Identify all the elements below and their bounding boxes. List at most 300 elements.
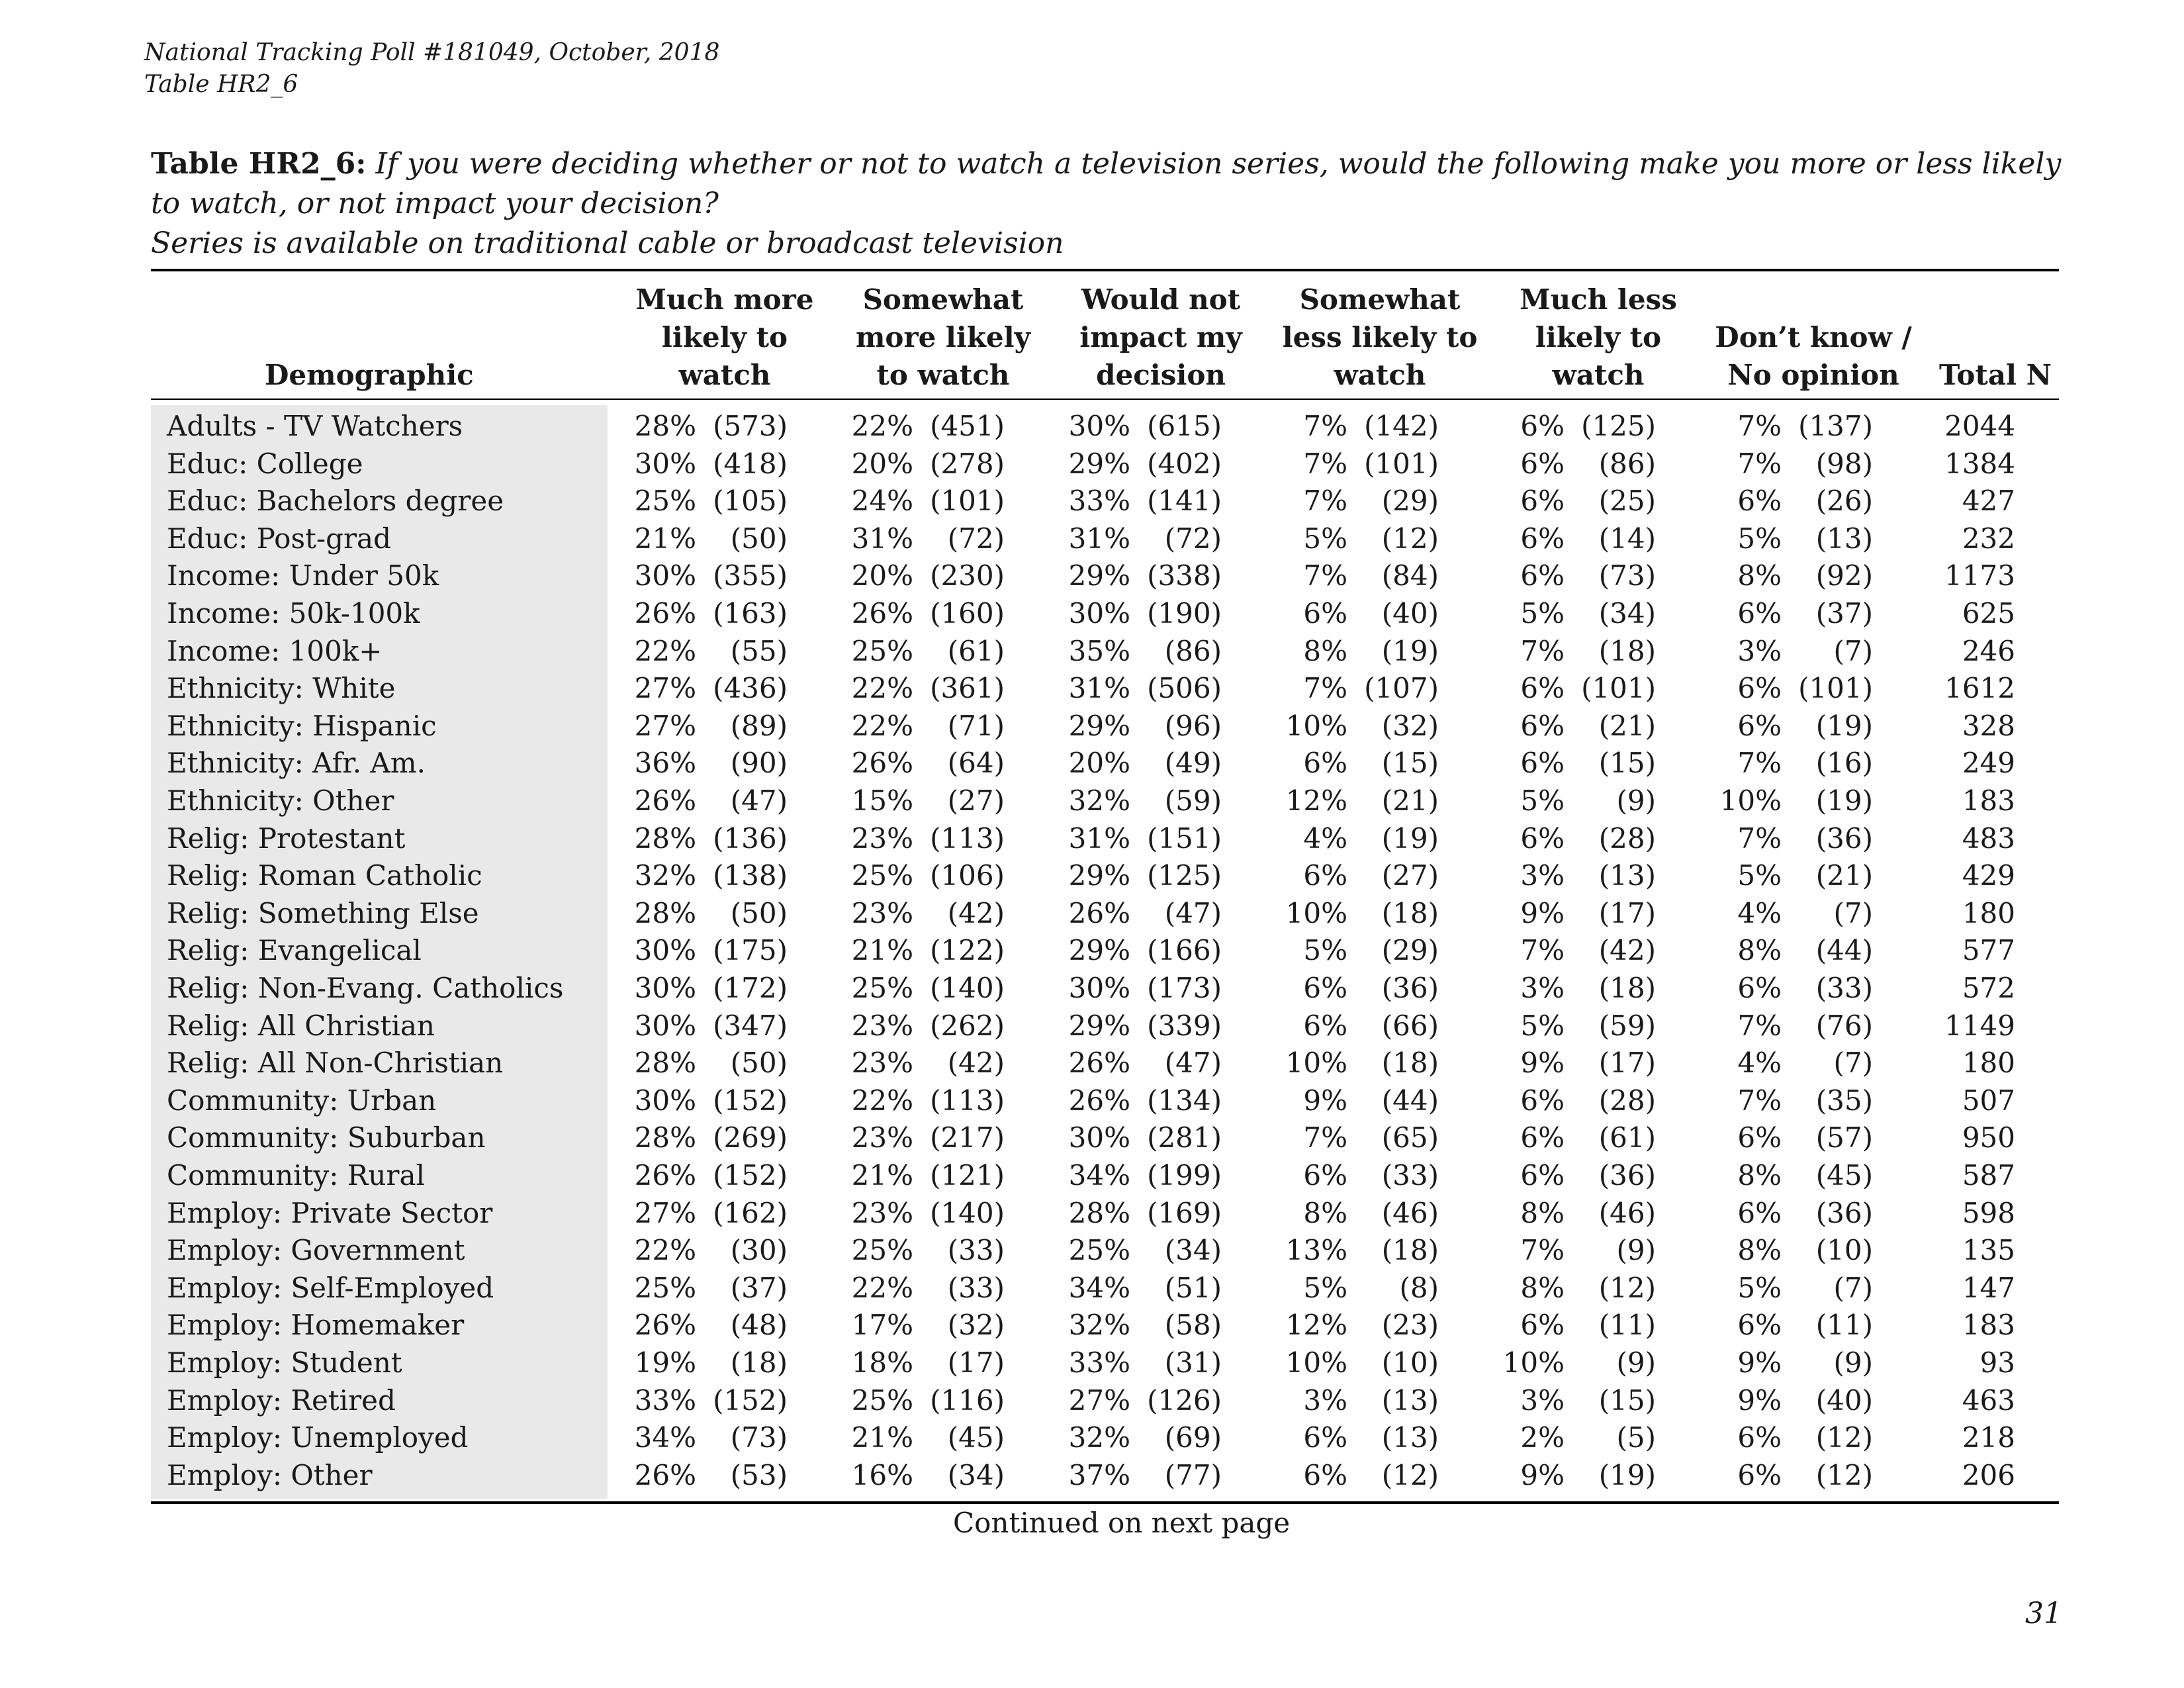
- row-label: Educ: College: [167, 447, 363, 480]
- cell-total: 625: [1962, 597, 2015, 630]
- cell-percent: 28%: [634, 410, 696, 442]
- cell-total: 577: [1962, 934, 2015, 967]
- cell-count: (16): [1815, 747, 1873, 780]
- cell-percent: 6%: [1520, 747, 1565, 780]
- cell-percent: 28%: [634, 821, 696, 855]
- cell-percent: 22%: [634, 634, 696, 667]
- cell-percent: 33%: [1068, 1346, 1130, 1379]
- cell-count: (96): [1164, 709, 1222, 742]
- cell-percent: 30%: [634, 934, 696, 967]
- cell-percent: 6%: [1737, 1309, 1782, 1342]
- cell-count: (506): [1147, 672, 1222, 705]
- row-label: Employ: Student: [167, 1346, 402, 1379]
- cell-percent: 5%: [1520, 1009, 1565, 1042]
- cell-percent: 10%: [1285, 1346, 1347, 1379]
- cell-count: (116): [930, 1383, 1005, 1417]
- cell-total: 218: [1962, 1421, 2015, 1454]
- table-row: [0, 1007, 2184, 1045]
- cell-count: (61): [947, 634, 1005, 667]
- row-label: Employ: Government: [167, 1234, 465, 1267]
- cell-percent: 26%: [851, 747, 913, 780]
- cell-count: (19): [1815, 784, 1873, 817]
- cell-count: (269): [713, 1121, 788, 1154]
- header-much-more: [619, 281, 831, 394]
- cell-count: (28): [1598, 1084, 1656, 1117]
- table-row: [0, 594, 2184, 632]
- cell-count: (122): [930, 934, 1005, 967]
- cell-percent: 30%: [634, 972, 696, 1004]
- table-row: [0, 445, 2184, 483]
- cell-percent: 28%: [634, 896, 696, 929]
- cell-percent: 26%: [851, 597, 913, 630]
- cell-count: (73): [1598, 559, 1656, 592]
- cell-percent: 6%: [1737, 972, 1782, 1004]
- top-rule: [151, 269, 2059, 271]
- cell-percent: 31%: [1068, 522, 1130, 555]
- cell-count: (28): [1598, 821, 1656, 855]
- cell-count: (12): [1815, 1421, 1873, 1454]
- cell-percent: 6%: [1737, 1458, 1782, 1491]
- cell-percent: 6%: [1303, 1458, 1347, 1491]
- cell-percent: 30%: [634, 559, 696, 592]
- cell-percent: 32%: [634, 859, 696, 892]
- cell-percent: 23%: [851, 1121, 913, 1154]
- row-label: Income: 100k+: [167, 634, 383, 667]
- cell-percent: 22%: [851, 709, 913, 742]
- cell-percent: 4%: [1303, 821, 1347, 855]
- cell-percent: 29%: [1068, 1009, 1130, 1042]
- cell-count: (33): [1381, 1159, 1439, 1192]
- cell-count: (26): [1815, 485, 1873, 518]
- cell-percent: 21%: [634, 522, 696, 555]
- cell-count: (72): [947, 522, 1005, 555]
- table-row: [0, 1306, 2184, 1344]
- cell-count: (58): [1164, 1309, 1222, 1342]
- cell-count: (355): [713, 559, 788, 592]
- cell-count: (51): [1164, 1271, 1222, 1304]
- header-line: decision: [1096, 359, 1226, 391]
- cell-count: (126): [1147, 1383, 1222, 1417]
- cell-percent: 30%: [634, 1009, 696, 1042]
- cell-count: (7): [1833, 896, 1873, 929]
- cell-count: (29): [1381, 485, 1439, 518]
- cell-total: 427: [1962, 485, 2015, 518]
- cell-count: (18): [1598, 972, 1656, 1004]
- cell-percent: 25%: [851, 972, 913, 1004]
- cell-count: (65): [1381, 1121, 1439, 1154]
- cell-percent: 5%: [1303, 522, 1347, 555]
- cell-percent: 6%: [1303, 1421, 1347, 1454]
- cell-percent: 25%: [851, 859, 913, 892]
- cell-percent: 7%: [1737, 747, 1782, 780]
- row-label: Educ: Post-grad: [167, 522, 391, 555]
- cell-count: (19): [1815, 709, 1873, 742]
- cell-count: (66): [1381, 1009, 1439, 1042]
- cell-total: 183: [1962, 1309, 2015, 1342]
- poll-name: National Tracking Poll #181049, October, 2018: [144, 39, 720, 66]
- cell-percent: 30%: [1068, 1121, 1130, 1154]
- cell-count: (36): [1815, 1196, 1873, 1229]
- cell-percent: 6%: [1303, 859, 1347, 892]
- cell-percent: 27%: [634, 672, 696, 705]
- header-line: likely to: [661, 321, 788, 353]
- row-label: Relig: Something Else: [167, 896, 479, 929]
- cell-percent: 20%: [851, 559, 913, 592]
- cell-count: (64): [947, 747, 1005, 780]
- cell-count: (77): [1164, 1458, 1222, 1491]
- cell-percent: 6%: [1303, 597, 1347, 630]
- cell-count: (44): [1381, 1084, 1439, 1117]
- cell-count: (7): [1833, 1047, 1873, 1080]
- cell-count: (125): [1581, 410, 1656, 442]
- cell-count: (50): [730, 522, 788, 555]
- cell-count: (107): [1364, 672, 1439, 705]
- page-number: 31: [2025, 1597, 2062, 1630]
- cell-total: 180: [1962, 1047, 2015, 1080]
- cell-percent: 33%: [1068, 485, 1130, 518]
- cell-count: (101): [1581, 672, 1656, 705]
- cell-percent: 6%: [1737, 1196, 1782, 1229]
- cell-total: 135: [1962, 1234, 2015, 1267]
- cell-percent: 25%: [1068, 1234, 1130, 1267]
- header-dont-know: [1701, 318, 1926, 394]
- cell-count: (101): [1364, 447, 1439, 480]
- cell-percent: 26%: [634, 597, 696, 630]
- header-line: Much more: [635, 283, 814, 316]
- cell-percent: 9%: [1520, 896, 1565, 929]
- cell-count: (50): [730, 896, 788, 929]
- cell-percent: 28%: [634, 1047, 696, 1080]
- cell-percent: 9%: [1520, 1458, 1565, 1491]
- cell-percent: 25%: [634, 1271, 696, 1304]
- cell-percent: 3%: [1737, 634, 1782, 667]
- cell-percent: 29%: [1068, 709, 1130, 742]
- cell-total: 328: [1962, 709, 2015, 742]
- cell-percent: 6%: [1520, 522, 1565, 555]
- header-line: No opinion: [1727, 359, 1899, 391]
- cell-count: (90): [730, 747, 788, 780]
- cell-total: 249: [1962, 747, 2015, 780]
- cell-percent: 28%: [1068, 1196, 1130, 1229]
- cell-count: (169): [1147, 1196, 1222, 1229]
- cell-count: (175): [713, 934, 788, 967]
- table-row: [0, 782, 2184, 820]
- table-row: [0, 1044, 2184, 1082]
- table-subtitle: Series is available on traditional cable or broadcast television: [151, 226, 1064, 260]
- cell-percent: 6%: [1737, 1121, 1782, 1154]
- cell-count: (36): [1815, 821, 1873, 855]
- cell-total: 183: [1962, 784, 2015, 817]
- cell-percent: 9%: [1520, 1047, 1565, 1080]
- cell-percent: 7%: [1520, 934, 1565, 967]
- cell-percent: 7%: [1303, 1121, 1347, 1154]
- table-row: [0, 1344, 2184, 1382]
- cell-count: (21): [1381, 784, 1439, 817]
- cell-percent: 31%: [1068, 821, 1130, 855]
- cell-percent: 6%: [1303, 1009, 1347, 1042]
- table-row: [0, 931, 2184, 969]
- cell-percent: 10%: [1719, 784, 1782, 817]
- row-label: Relig: All Christian: [167, 1009, 435, 1042]
- cell-percent: 26%: [634, 1159, 696, 1192]
- cell-percent: 26%: [1068, 1084, 1130, 1117]
- cell-count: (152): [713, 1383, 788, 1417]
- cell-percent: 3%: [1303, 1383, 1347, 1417]
- cell-percent: 23%: [851, 1009, 913, 1042]
- cell-count: (27): [947, 784, 1005, 817]
- header-line: Don’t know /: [1715, 321, 1912, 353]
- cell-percent: 9%: [1737, 1383, 1782, 1417]
- cell-count: (89): [730, 709, 788, 742]
- cell-percent: 5%: [1303, 934, 1347, 967]
- cell-percent: 5%: [1520, 784, 1565, 817]
- table-title: [151, 144, 2070, 263]
- cell-count: (615): [1147, 410, 1222, 442]
- cell-percent: 17%: [851, 1309, 913, 1342]
- cell-count: (9): [1833, 1346, 1873, 1379]
- cell-count: (47): [1164, 896, 1222, 929]
- cell-count: (217): [930, 1121, 1005, 1154]
- cell-count: (35): [1815, 1084, 1873, 1117]
- row-label: Relig: All Non-Christian: [167, 1047, 504, 1080]
- cell-count: (140): [930, 1196, 1005, 1229]
- cell-count: (18): [1598, 634, 1656, 667]
- cell-count: (17): [1598, 896, 1656, 929]
- row-label: Community: Rural: [167, 1159, 425, 1192]
- cell-count: (136): [713, 821, 788, 855]
- cell-total: 587: [1962, 1159, 2015, 1192]
- cell-count: (125): [1147, 859, 1222, 892]
- cell-percent: 13%: [1285, 1234, 1347, 1267]
- cell-count: (5): [1616, 1421, 1656, 1454]
- cell-percent: 27%: [1068, 1383, 1130, 1417]
- table-row: [0, 1119, 2184, 1156]
- cell-percent: 8%: [1303, 634, 1347, 667]
- cell-count: (134): [1147, 1084, 1222, 1117]
- cell-count: (37): [730, 1271, 788, 1304]
- cell-percent: 37%: [1068, 1458, 1130, 1491]
- cell-percent: 23%: [851, 821, 913, 855]
- cell-count: (59): [1598, 1009, 1656, 1042]
- cell-count: (27): [1381, 859, 1439, 892]
- cell-count: (10): [1815, 1234, 1873, 1267]
- cell-count: (73): [730, 1421, 788, 1454]
- table-row: [0, 407, 2184, 445]
- row-label: Relig: Roman Catholic: [167, 859, 482, 892]
- header-line: watch: [678, 359, 771, 391]
- cell-percent: 9%: [1303, 1084, 1347, 1117]
- cell-percent: 21%: [851, 1421, 913, 1454]
- cell-total: 180: [1962, 896, 2015, 929]
- cell-count: (12): [1598, 1271, 1656, 1304]
- cell-total: 1173: [1944, 559, 2015, 592]
- table-row: [0, 669, 2184, 707]
- cell-percent: 6%: [1520, 1121, 1565, 1154]
- row-label: Employ: Other: [167, 1458, 373, 1491]
- cell-count: (8): [1399, 1271, 1439, 1304]
- cell-count: (9): [1616, 1346, 1656, 1379]
- cell-percent: 5%: [1737, 859, 1782, 892]
- cell-count: (142): [1364, 410, 1439, 442]
- cell-percent: 30%: [634, 447, 696, 480]
- cell-percent: 4%: [1737, 896, 1782, 929]
- cell-count: (9): [1616, 784, 1656, 817]
- table-row: [0, 632, 2184, 670]
- cell-percent: 8%: [1737, 934, 1782, 967]
- cell-percent: 2%: [1520, 1421, 1565, 1454]
- cell-percent: 16%: [851, 1458, 913, 1491]
- cell-total: 232: [1962, 522, 2015, 555]
- header-line: less likely to: [1282, 321, 1478, 353]
- table-row: [0, 1194, 2184, 1232]
- cell-count: (32): [1381, 709, 1439, 742]
- cell-count: (19): [1381, 821, 1439, 855]
- cell-percent: 7%: [1520, 1234, 1565, 1267]
- cell-count: (15): [1381, 747, 1439, 780]
- table-row: [0, 969, 2184, 1007]
- table-row: [0, 1419, 2184, 1456]
- cell-count: (25): [1598, 485, 1656, 518]
- cell-count: (7): [1833, 1271, 1873, 1304]
- cell-count: (46): [1381, 1196, 1439, 1229]
- cell-count: (172): [713, 972, 788, 1004]
- cell-total: 206: [1962, 1458, 2015, 1491]
- cell-total: 429: [1962, 859, 2015, 892]
- cell-count: (152): [713, 1159, 788, 1192]
- cell-count: (34): [947, 1458, 1005, 1491]
- cell-percent: 5%: [1303, 1271, 1347, 1304]
- table-row: [0, 520, 2184, 557]
- cell-count: (163): [713, 597, 788, 630]
- cell-percent: 7%: [1737, 1084, 1782, 1117]
- cell-percent: 10%: [1285, 896, 1347, 929]
- cell-percent: 8%: [1303, 1196, 1347, 1229]
- cell-percent: 22%: [851, 410, 913, 442]
- cell-percent: 6%: [1303, 972, 1347, 1004]
- table-row: [0, 820, 2184, 857]
- cell-count: (160): [930, 597, 1005, 630]
- cell-count: (42): [947, 896, 1005, 929]
- table-row: [0, 894, 2184, 932]
- cell-percent: 26%: [1068, 896, 1130, 929]
- header-line: likely to: [1535, 321, 1662, 353]
- row-label: Relig: Evangelical: [167, 934, 422, 967]
- table-row: [0, 1156, 2184, 1194]
- cell-count: (166): [1147, 934, 1222, 967]
- cell-percent: 7%: [1737, 447, 1782, 480]
- header-line: watch: [1552, 359, 1645, 391]
- cell-total: 572: [1962, 972, 2015, 1004]
- cell-count: (12): [1381, 1458, 1439, 1491]
- cell-count: (262): [930, 1009, 1005, 1042]
- cell-percent: 30%: [1068, 972, 1130, 1004]
- cell-count: (36): [1381, 972, 1439, 1004]
- cell-percent: 29%: [1068, 859, 1130, 892]
- header-total-n: Total N: [1938, 359, 2052, 391]
- cell-total: 1612: [1944, 672, 2015, 705]
- row-label: Adults - TV Watchers: [167, 410, 463, 442]
- cell-count: (101): [930, 485, 1005, 518]
- cell-percent: 8%: [1737, 559, 1782, 592]
- cell-percent: 10%: [1502, 1346, 1565, 1379]
- cell-count: (140): [930, 972, 1005, 1004]
- cell-percent: 25%: [851, 634, 913, 667]
- cell-count: (29): [1381, 934, 1439, 967]
- cell-percent: 7%: [1303, 672, 1347, 705]
- row-label: Relig: Protestant: [167, 821, 406, 855]
- cell-count: (34): [1164, 1234, 1222, 1267]
- cell-percent: 7%: [1520, 634, 1565, 667]
- cell-count: (361): [930, 672, 1005, 705]
- cell-percent: 28%: [634, 1121, 696, 1154]
- cell-percent: 6%: [1737, 597, 1782, 630]
- row-label: Income: 50k-100k: [167, 597, 420, 630]
- header-line: to watch: [876, 359, 1010, 391]
- cell-percent: 3%: [1520, 859, 1565, 892]
- cell-count: (152): [713, 1084, 788, 1117]
- row-label: Ethnicity: Other: [167, 784, 394, 817]
- cell-count: (34): [1598, 597, 1656, 630]
- cell-count: (30): [730, 1234, 788, 1267]
- cell-count: (31): [1164, 1346, 1222, 1379]
- table-row: [0, 1231, 2184, 1269]
- cell-count: (15): [1598, 1383, 1656, 1417]
- row-label: Employ: Self-Employed: [167, 1271, 494, 1304]
- row-label: Employ: Unemployed: [167, 1421, 469, 1454]
- header-rule: [151, 399, 2059, 400]
- cell-count: (55): [730, 634, 788, 667]
- cell-count: (162): [713, 1196, 788, 1229]
- cell-count: (113): [930, 821, 1005, 855]
- cell-percent: 6%: [1520, 1084, 1565, 1117]
- cell-percent: 25%: [851, 1383, 913, 1417]
- row-label: Relig: Non-Evang. Catholics: [167, 972, 564, 1004]
- table-id: Table HR2_6: [144, 71, 298, 98]
- cell-percent: 7%: [1303, 410, 1347, 442]
- cell-count: (278): [930, 447, 1005, 480]
- cell-percent: 21%: [851, 934, 913, 967]
- cell-percent: 10%: [1285, 709, 1347, 742]
- row-label: Employ: Homemaker: [167, 1309, 465, 1342]
- cell-count: (45): [1815, 1159, 1873, 1192]
- cell-percent: 10%: [1285, 1047, 1347, 1080]
- cell-percent: 29%: [1068, 447, 1130, 480]
- cell-percent: 6%: [1520, 1159, 1565, 1192]
- cell-count: (37): [1815, 597, 1873, 630]
- cell-count: (281): [1147, 1121, 1222, 1154]
- cell-percent: 6%: [1737, 709, 1782, 742]
- cell-count: (42): [1598, 934, 1656, 967]
- cell-percent: 29%: [1068, 934, 1130, 967]
- cell-percent: 8%: [1737, 1159, 1782, 1192]
- cell-count: (59): [1164, 784, 1222, 817]
- cell-percent: 31%: [851, 522, 913, 555]
- header-line: Somewhat: [1299, 283, 1461, 316]
- cell-count: (141): [1147, 485, 1222, 518]
- cell-percent: 6%: [1520, 1309, 1565, 1342]
- cell-count: (13): [1815, 522, 1873, 555]
- cell-count: (199): [1147, 1159, 1222, 1192]
- table-row: [0, 482, 2184, 520]
- cell-count: (32): [947, 1309, 1005, 1342]
- row-label: Employ: Retired: [167, 1383, 396, 1417]
- cell-percent: 23%: [851, 896, 913, 929]
- cell-percent: 6%: [1303, 1159, 1347, 1192]
- cell-percent: 18%: [851, 1346, 913, 1379]
- cell-count: (402): [1147, 447, 1222, 480]
- cell-percent: 34%: [1068, 1271, 1130, 1304]
- cell-count: (13): [1381, 1421, 1439, 1454]
